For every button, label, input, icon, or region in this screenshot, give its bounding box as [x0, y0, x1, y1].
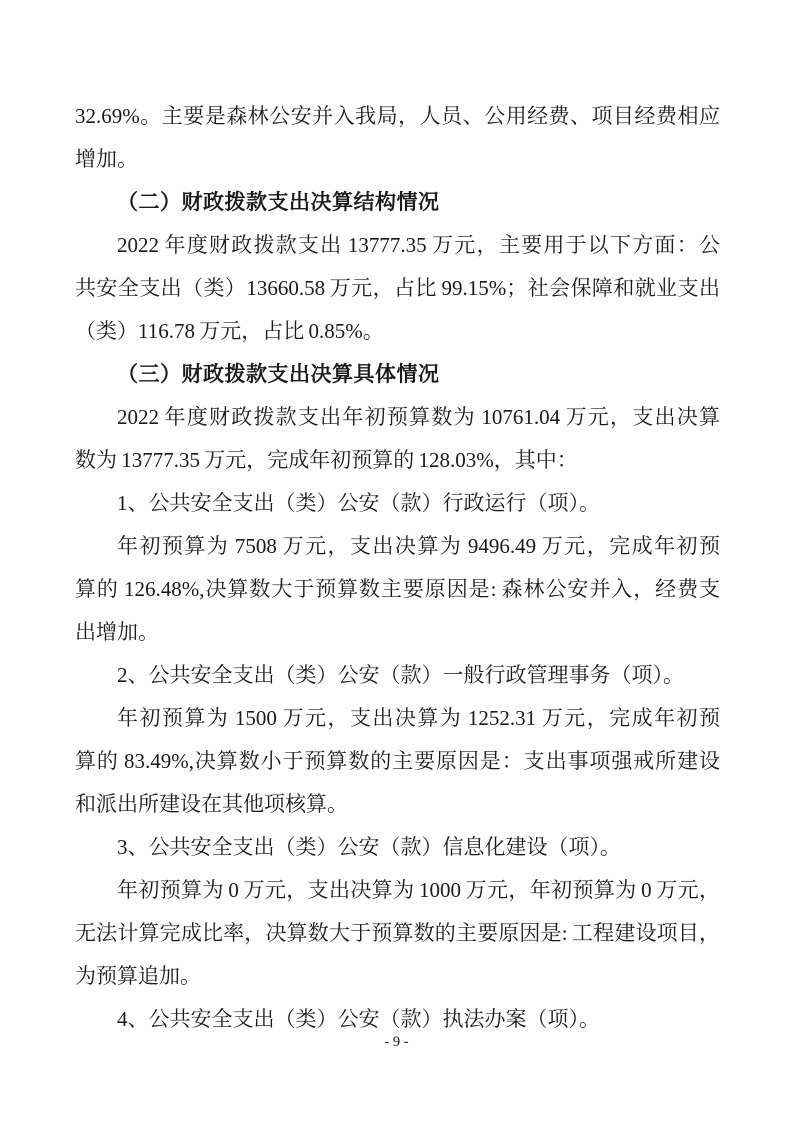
text-line: 2022 年度财政拨款支出 13777.35 万元，主要用于以下方面：公: [117, 233, 720, 257]
text-line: 和派出所建设在其他项核算。: [75, 792, 348, 816]
text-line: 年初预算为 0 万元，支出决算为 1000 万元，年初预算为 0 万元，: [117, 878, 720, 902]
text-line: 为预算追加。: [75, 964, 201, 988]
section-heading: （三）财政拨款支出决算具体情况: [117, 362, 440, 386]
text-line: 1、公共安全支出（类）公安（款）行政运行（项）。: [117, 491, 600, 515]
section-heading: （二）财政拨款支出决算结构情况: [117, 190, 440, 214]
text-line: （类）116.78 万元，占比 0.85%。: [75, 319, 384, 343]
text-line: 算的 126.48%,决算数大于预算数主要原因是: 森林公安并入，经费支: [75, 577, 720, 601]
page-footer: [0, 1032, 793, 1052]
document-body: [75, 95, 720, 1041]
text-line: 年初预算为 7508 万元，支出决算为 9496.49 万元，完成年初预: [117, 534, 720, 558]
text-line: 2022 年度财政拨款支出年初预算数为 10761.04 万元，支出决算: [117, 405, 720, 429]
text-line: 共安全支出（类）13660.58 万元，占比 99.15%；社会保障和就业支出: [75, 276, 720, 300]
text-line: 4、公共安全支出（类）公安（款）执法办案（项）。: [117, 1007, 600, 1031]
text-line: 增加。: [75, 147, 138, 171]
text-line: 无法计算完成比率，决算数大于预算数的主要原因是: 工程建设项目，: [75, 921, 720, 945]
text-line: 出增加。: [75, 620, 159, 644]
text-line: 2、公共安全支出（类）公安（款）一般行政管理事务（项）。: [117, 663, 684, 687]
page-number: - 9 -: [384, 1034, 409, 1050]
text-line: 3、公共安全支出（类）公安（款）信息化建设（项）。: [117, 835, 621, 859]
text-line: 数为 13777.35 万元，完成年初预算的 128.03%，其中：: [75, 448, 578, 472]
text-line: 年初预算为 1500 万元，支出决算为 1252.31 万元，完成年初预: [117, 706, 720, 730]
text-line: 32.69%。主要是森林公安并入我局，人员、公用经费、项目经费相应: [75, 104, 720, 128]
text-line: 算的 83.49%,决算数小于预算数的主要原因是：支出事项强戒所建设: [75, 749, 720, 773]
